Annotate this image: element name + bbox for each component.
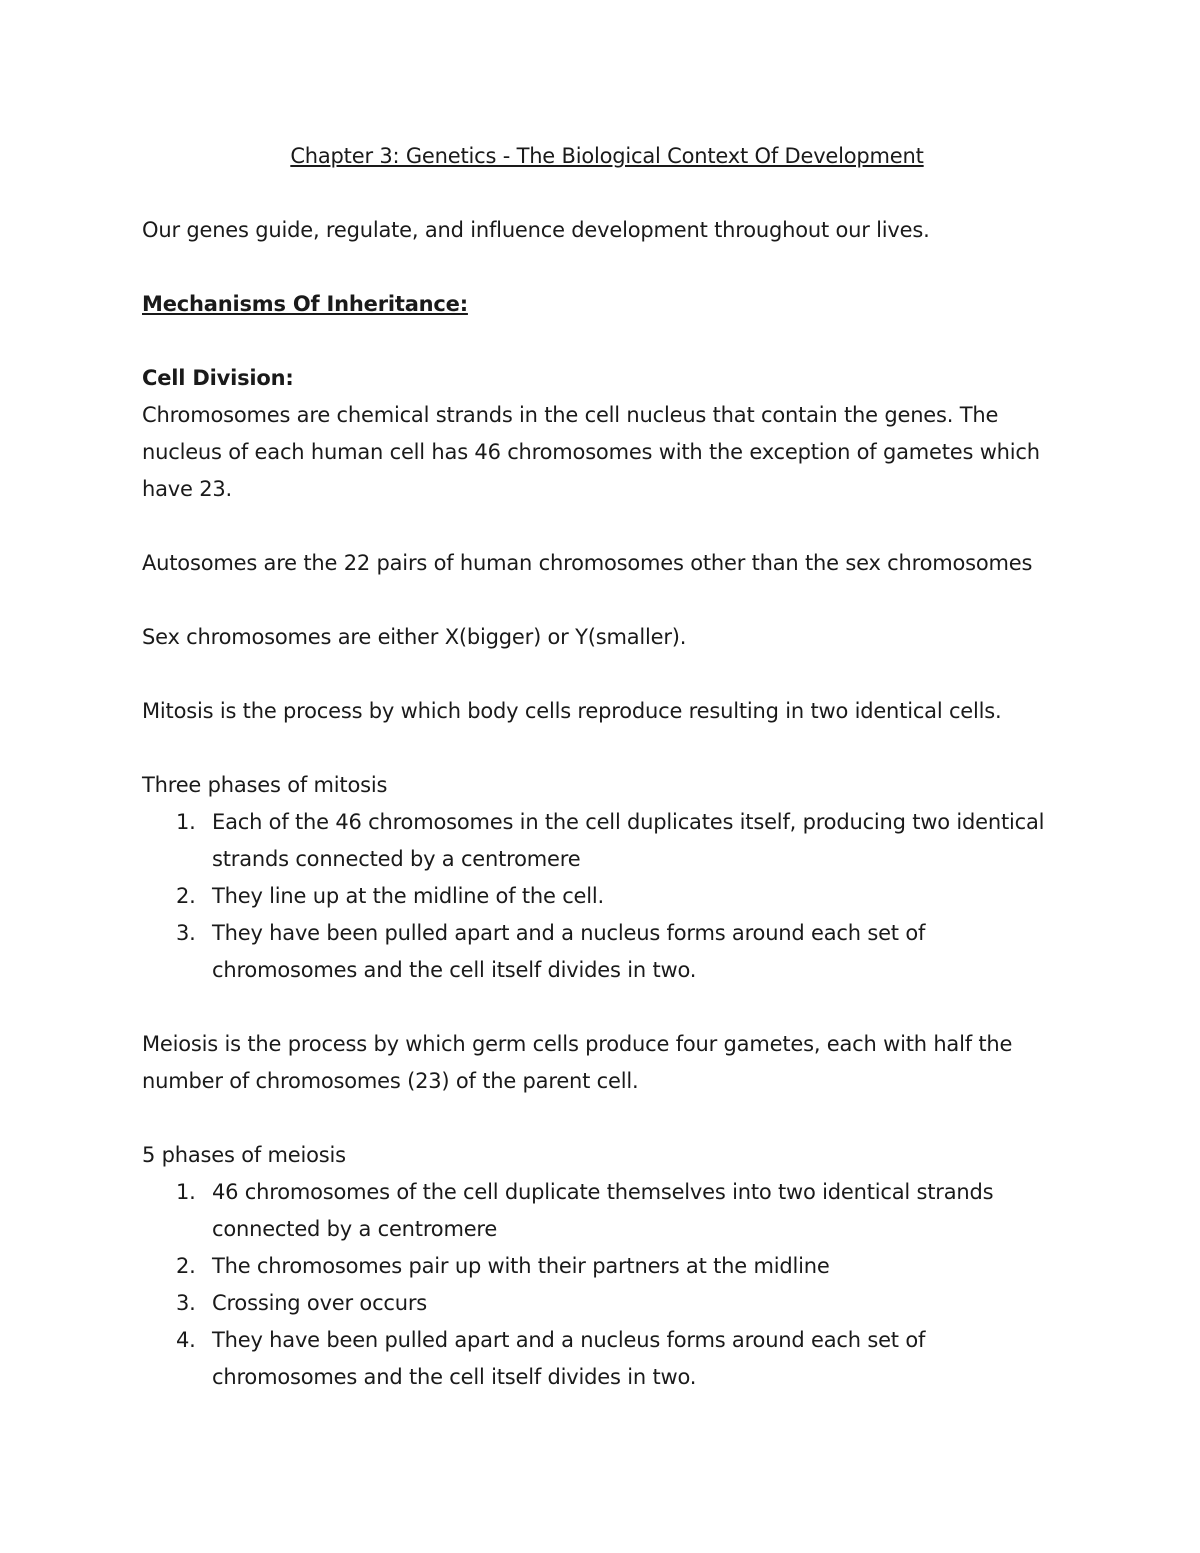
list-item	[142, 915, 1072, 989]
section-heading: Mechanisms Of Inheritance:	[142, 292, 468, 316]
list-item-text: They have been pulled apart and a nucleus forms around each set of chromosomes and the cell itself divides in two.	[212, 1328, 926, 1389]
list-item	[142, 1285, 1072, 1322]
list-item-number: 4.	[176, 1328, 196, 1352]
list-item-number: 3.	[176, 921, 196, 945]
sex-chromosomes-paragraph: Sex chromosomes are either X(bigger) or Y(smaller).	[142, 625, 687, 649]
list-item-text: 46 chromosomes of the cell duplicate themselves into two identical strands connected by a centromere	[212, 1180, 994, 1241]
spacer	[142, 508, 1072, 545]
list-item-text: They line up at the midline of the cell.	[212, 884, 605, 908]
spacer	[142, 249, 1072, 286]
spacer	[142, 989, 1072, 1026]
list-item-number: 1.	[176, 810, 196, 834]
list-item	[142, 878, 1072, 915]
document-title: Chapter 3: Genetics - The Biological Context Of Development	[290, 144, 924, 168]
spacer	[142, 175, 1072, 212]
chromosomes-paragraph: Chromosomes are chemical strands in the cell nucleus that contain the genes. The nucleus of each human cell has 46 chromosomes with the exception of gametes which have 23.	[142, 403, 1040, 501]
meiosis-list-heading: 5 phases of meiosis	[142, 1143, 346, 1167]
mitosis-list-heading: Three phases of mitosis	[142, 773, 388, 797]
mitosis-list	[142, 804, 1072, 989]
autosomes-paragraph: Autosomes are the 22 pairs of human chromosomes other than the sex chromosomes	[142, 551, 1033, 575]
spacer	[142, 582, 1072, 619]
list-item-number: 2.	[176, 1254, 196, 1278]
list-item	[142, 1174, 1072, 1248]
spacer	[142, 656, 1072, 693]
list-item	[142, 1248, 1072, 1285]
meiosis-paragraph: Meiosis is the process by which germ cells produce four gametes, each with half the number of chromosomes (23) of the parent cell.	[142, 1032, 1013, 1093]
spacer	[142, 1100, 1072, 1137]
spacer	[142, 323, 1072, 360]
list-item-number: 3.	[176, 1291, 196, 1315]
list-item-text: Crossing over occurs	[212, 1291, 428, 1315]
list-item-text: The chromosomes pair up with their partners at the midline	[212, 1254, 830, 1278]
intro-paragraph: Our genes guide, regulate, and influence development throughout our lives.	[142, 218, 930, 242]
list-item	[142, 1322, 1072, 1396]
meiosis-list	[142, 1174, 1072, 1396]
list-item-number: 2.	[176, 884, 196, 908]
list-item-text: Each of the 46 chromosomes in the cell duplicates itself, producing two identical strands connected by a centromere	[212, 810, 1045, 871]
mitosis-paragraph: Mitosis is the process by which body cells reproduce resulting in two identical cells.	[142, 699, 1002, 723]
spacer	[142, 730, 1072, 767]
subsection-heading: Cell Division:	[142, 366, 294, 390]
list-item-text: They have been pulled apart and a nucleus forms around each set of chromosomes and the cell itself divides in two.	[212, 921, 926, 982]
list-item	[142, 804, 1072, 878]
document-page	[142, 138, 1072, 1396]
list-item-number: 1.	[176, 1180, 196, 1204]
